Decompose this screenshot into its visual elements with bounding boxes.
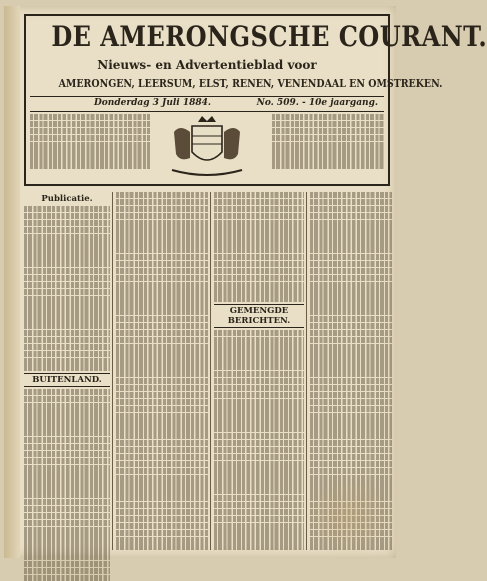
- article-text: [116, 192, 208, 550]
- coat-of-arms-icon: [162, 112, 252, 184]
- article-text: [24, 389, 110, 581]
- article-text: [24, 206, 110, 371]
- paper-stain: [304, 476, 394, 556]
- issue-number: No. 509. - 10e jaargang.: [256, 98, 378, 108]
- newspaper-subtitle: Nieuws- en Advertentieblad voor: [97, 58, 317, 72]
- column-2: [116, 192, 208, 554]
- column-1: [24, 192, 110, 554]
- section-heading: Publicatie.: [41, 194, 93, 204]
- article-text: [214, 192, 304, 302]
- column-rule: [112, 192, 113, 550]
- issue-date: Donderdag 3 Juli 1884.: [94, 98, 212, 108]
- newspaper-page: [4, 6, 487, 558]
- page-fold: [4, 6, 20, 558]
- newspaper-places: AMERONGEN, LEERSUM, ELST, RENEN, VENENDAAL EN OMSTREKEN.: [58, 76, 443, 90]
- advertising-rates-box: [272, 114, 384, 182]
- subscription-box: [30, 114, 150, 182]
- section-heading: GEMENGDE BERICHTEN.: [214, 304, 304, 328]
- newspaper-title: DE AMERONGSCHE COURANT.: [51, 20, 487, 53]
- masthead: [24, 14, 487, 186]
- column-rule: [210, 192, 211, 550]
- article-text: [214, 330, 304, 550]
- column-3: [214, 192, 304, 554]
- section-heading: BUITENLAND.: [24, 373, 110, 387]
- issue-info-line: [30, 96, 384, 112]
